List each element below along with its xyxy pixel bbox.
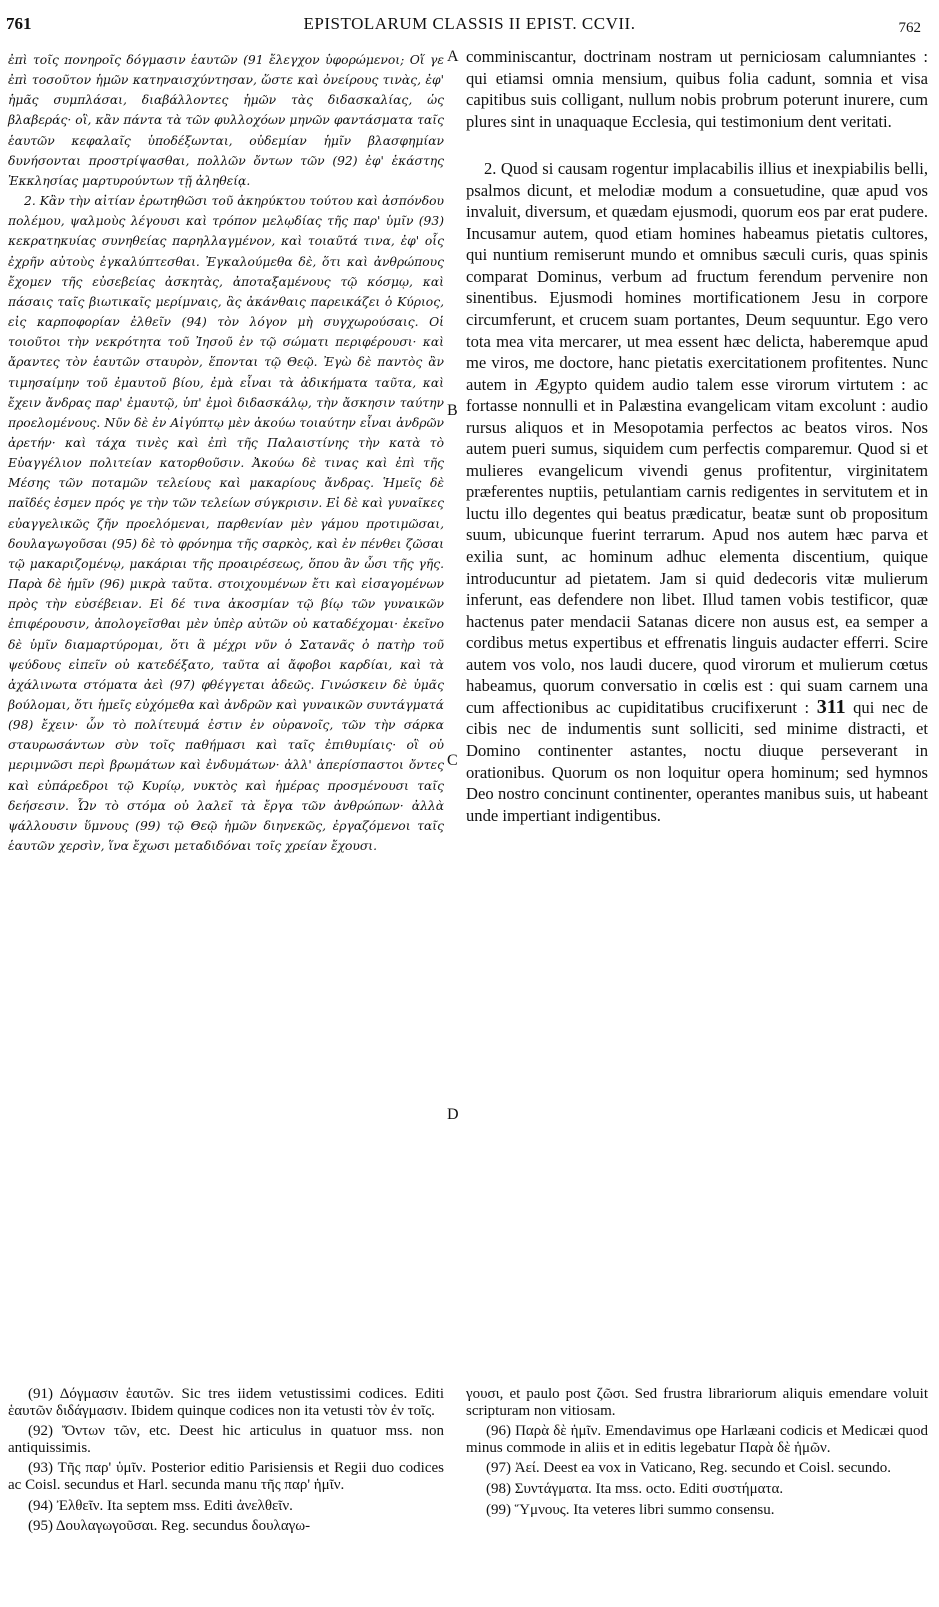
footnote-95-continuation: γουσι, et paulo post ζῶσι. Sed frustra librariorum aliquis emendare voluit scripturam non vitiosam. <box>466 1386 928 1419</box>
margin-letter-b: B <box>447 402 458 419</box>
greek-paragraph-1: ἐπὶ τοῖς πονηροῖς δόγμασιν ἑαυτῶν (91 ἔλεγχον ὑφορώμενοι; Οἵ γε ἐπὶ τοσοῦτον ἡμῶν κατηναισχύντησαν, ὥστε καὶ ὀνείρους τινὰς, ἐφ' ἡμᾶς συμπλάσαι, διαβάλλοντες ἡμῶν τὰς διδασκαλίας, ὡς βλαβεράς· οἳ, κἂν πάντα τὰ τῶν φυλλοχόων μηνῶν φαντάσματα ταῖς ἑαυτῶν κεφαλαῖς ὑποδέξωνται, οὐδεμίαν ἡμῖν βλασφημίαν δυνήσονται προστρίψασθαι, πολλῶν ὄντων τῶν (92) ἐφ' ἑκάστης Ἐκκλησίας μαρτυρούντων τῇ ἀληθείᾳ. <box>8 53 444 188</box>
footnote-97: (97) Ἀεί. Deest ea vox in Vaticano, Reg. secundo et Coisl. secundo. <box>486 1460 891 1477</box>
signature-mark: 311 <box>816 695 846 718</box>
footnotes-left <box>8 1386 444 1539</box>
latin-paragraph-2 <box>466 158 928 826</box>
latin-paragraph-1: comminiscantur, doctrinam nostram ut perniciosam calumniantes : qui etiamsi omnia mensium, quibus folia cadunt, somnia et visa capitibus suis colligant, nullum nobis probrum poterunt inurere, cum plures sint in unaquaque Ecclesia, qui testimonium dent veritati. <box>466 47 928 131</box>
greek-paragraph-2: 2. Κἂν τὴν αἰτίαν ἐρωτηθῶσι τοῦ ἀκηρύκτου τούτου καὶ ἀσπόνδου πολέμου, ψαλμοὺς λέγουσι καὶ τρόπον μελῳδίας τῆς παρ' ὑμῖν (93) κεκρατηκυίας συνηθείας παρηλλαγμένον, καὶ τοιαῦτά τινα, ἐφ' οἷς ἐχρῆν αὐτοὺς ἐγκαλύπτεσθαι. Ἐγκαλούμεθα δὲ, ὅτι καὶ ἀνθρώπους ἔχομεν τῆς εὐσεβείας ἀσκητὰς, ἀποταξαμένους τῷ κόσμῳ, καὶ πάσαις ταῖς βιωτικαῖς μερίμναις, ἃς ἀκάνθαις παρεικάζει ὁ Κύριος, εἰς καρποφορίαν ἐλθεῖν (94) τὸν λόγον μὴ συγχωρούσαις. Οἱ τοιοῦτοι τὴν νεκρότητα τοῦ Ἰησοῦ ἐν τῷ σώματι περιφέρουσι· καὶ ἄραντες τὸν ἑαυτῶν σταυρὸν, ἕπονται τῷ Θεῷ. Ἐγὼ δὲ παντὸς ἂν τιμησαίμην τοῦ ἐμαυτοῦ βίου, ἐμὰ εἶναι τὰ ἀδικήματα ταῦτα, καὶ ἔχειν ἄνδρας παρ' ἐμαυτῷ, ὑπ' ἐμοὶ διδασκάλῳ, τὴν ἄσκησιν ταύτην προελομένους. Νῦν δὲ ἐν Αἰγύπτῳ μὲν ἀκούω τοιαύτην εἶναι ἀνδρῶν ἀρετήν· καὶ τάχα τινὲς καὶ ἐπὶ τῆς Παλαιστίνης τὴν κατὰ τὸ Εὐαγγέλιον πολιτείαν κατορθοῦσιν. Ἀκούω δὲ τινας καὶ ἐπὶ τῆς Μέσης τῶν ποταμῶν τελείους καὶ μακαρίους ἄνδρας. Ἡμεῖς δὲ παῖδές ἐσμεν πρός γε τὴν τῶν τελείων σύγκρισιν. Εἰ δὲ καὶ γυναῖκες εὐαγγελικῶς ζῆν προελόμεναι, παρθενίαν μὲν γάμου προτιμῶσαι, δουλαγωγοῦσαι (95) δὲ τὸ φρόνημα τῆς σαρκὸς, καὶ ἐν πένθει ζῶσαι τῷ μακαριζομένῳ, μακάριαι τῆς προαιρέσεως, ὅπου ἂν ὦσι τῆς γῆς. Παρὰ δὲ ἡμῖν (96) μικρὰ ταῦτα. στοιχουμένων ἔτι καὶ εἰσαγομένων πρὸς τὴν εὐσέβειαν. Εἰ δέ τινα ἀκοσμίαν τῷ βίῳ τῶν γυναικῶν ἐπιφέρουσιν, ἀπολογεῖσθαι μὲν ὑπὲρ αὐτῶν οὐ καταδέχομαι· ἐκεῖνο δὲ ὑμῖν διαμαρτύρομαι, ὅτι ἃ μέχρι νῦν ὁ Σατανᾶς ὁ πατὴρ τοῦ ψεύδους εἰπεῖν οὐ κατεδέξατο, ταῦτα αἱ ἄφοβοι καρδίαι, καὶ τὰ ἀχάλινωτα στόματα ἀεὶ (97) φθέγγεται ἀδεῶς. Γινώσκειν δὲ ὑμᾶς βούλομαι, ὅτι ἡμεῖς εὐχόμεθα καὶ ἀνδρῶν καὶ γυναικῶν συντάγματά (98) ἔχειν· ὧν τὸ πολίτευμά ἐστιν ἐν οὐρανοῖς, τῶν τὴν σάρκα σταυρωσάντων σὺν τοῖς παθήμασι καὶ ταῖς ἐπιθυμίαις· οἳ οὐ μεριμνῶσι περὶ βρωμάτων καὶ ἐνδυμάτων· ἀλλ' ἀπερίσπαστοι ὄντες καὶ εὐπάρεδροι τῷ Κυρίῳ, νυκτὸς καὶ ἡμέρας προσμένουσι ταῖς δεήσεσιν. Ὧν τὸ στόμα οὐ λαλεῖ τὰ ἔργα τῶν ἀνθρώπων· ἀλλὰ ψάλλουσιν ὕμνους (99) τῷ Θεῷ ἡμῶν διηνεκῶς, ἐργαζόμενοι ταῖς ἑαυτῶν χερσὶν, ἵνα ἔχωσι μεταδιδόναι τοῖς χρείαν ἔχουσι. <box>8 194 444 854</box>
margin-letter-c: C <box>447 752 458 769</box>
footnote-98: (98) Συντάγματα. Ita mss. octo. Editi συστήματα. <box>486 1480 784 1497</box>
footnote-99: (99) Ὕμνους. Ita veteres libri summo consensu. <box>486 1501 775 1518</box>
margin-letter-d: D <box>447 1106 459 1123</box>
page-number-left: 761 <box>6 14 32 33</box>
greek-column <box>8 50 444 856</box>
latin-column <box>466 46 928 826</box>
latin-paragraph-2-part-2: qui nec de cibis nec de indumentis sunt solliciti, sed minime distracti, et Domino continenter astantes, noctu diuque perseverant in orationibus. Quorum os non loquitur opera hominum; sed hymnos Deo nostro concinunt continenter, operantes manibus suis, ut habeant unde impertiant indigentibus. <box>466 697 929 825</box>
latin-paragraph-2-part-1: 2. Quod si causam rogentur implacabilis illius et inexpiabilis belli, psalmos dicunt, et melodiæ modum a consuetudine, quæ apud vos invaluit, diversum, et quædam ejusmodi, quorum eos par erat pudere. Incusamur autem, quod etiam homines habeamus pietatis cultores, qui nuntium remiserunt mundo et omnibus sæculi curis, quas spinis comparat Dominus, verbum ad fructum ferendum pervenire non sinentibus. Ejusmodi homines mortificationem Jesu in corpore circumferunt, et crucem suam portantes, Deum sequuntur. Ego vero tota mea vita mercarer, ut mea essent hæc delicta, haberemque apud me viros, me doctore, hanc pietatis exercitationem profitentes. Nunc autem in Ægypto quidem audio talem esse virorum virtutem : ac fortasse nonnulli et in Palæstina evangelicam vitam excolunt : audio rursus aliquos et in Mesopotamia perfectos ac beatos viros. Nos autem pueri sumus, siquidem cum perfectis comparemur. Quod si et mulieres evangelicum vivendi genus profitentur, virginitatem præferentes nuptiis, petulantiam carnis redigentes in servitutem et in luctu illo degentes qui beatus prædicatur, beatæ sunt ob propositum suum, ubicunque fuerint terrarum. Apud nos autem hæc parva et exilia sunt, ac hominum adhuc elementa discentium, quique introducuntur ad pietatem. Jam si quid dedecoris vitæ mulierum inferunt, eas defendere non libet. Illud tamen vobis testificor, quæ hactenus pater mendacii Satanas dicere non ausus est, ea semper a cordibus metus expertibus et effrenatis linguis audacter efferri. Scire autem vos volo, nos laudi ducere, quod virorum et mulierum cœtus habeamus, quorum conversatio in cœlis est : qui suam carnem una cum affectionibus ac cupiditatibus crucifixerunt : <box>466 159 928 717</box>
footnote-92: (92) Ὄντων τῶν, etc. Deest hic articulus in quatuor mss. non antiquissimis. <box>8 1423 444 1456</box>
footnote-93: (93) Τῆς παρ' ὑμῖν. Posterior editio Parisiensis et Regii duo codices ac Coisl. secundus et Harl. secunda manu τῆς παρ' ἡμῖν. <box>8 1460 444 1493</box>
footnote-91: (91) Δόγμασιν ἑαυτῶν. Sic tres iidem vetustissimi codices. Editi ἑαυτῶν διδάγμασιν. Ibidem quinque codices non ita vetusti τὸν ἐν τοῖς. <box>8 1386 444 1419</box>
running-title: EPISTOLARUM CLASSIS II EPIST. CCVII. <box>303 14 636 33</box>
footnotes-right <box>466 1386 928 1522</box>
margin-letter-a: A <box>447 48 459 65</box>
running-header <box>0 14 939 44</box>
footnote-96: (96) Παρὰ δὲ ἡμῖν. Emendavimus ope Harlæani codicis et Medicæi quod minus commode in aliis et in editis legebatur Παρὰ δὲ ἡμῶν. <box>466 1423 928 1456</box>
footnote-94: (94) Ἐλθεῖν. Ita septem mss. Editi ἀνελθεῖν. <box>28 1497 293 1514</box>
page-number-right: 762 <box>898 20 921 36</box>
footnote-95: (95) Δουλαγωγοῦσαι. Reg. secundus δουλαγω- <box>28 1518 311 1535</box>
